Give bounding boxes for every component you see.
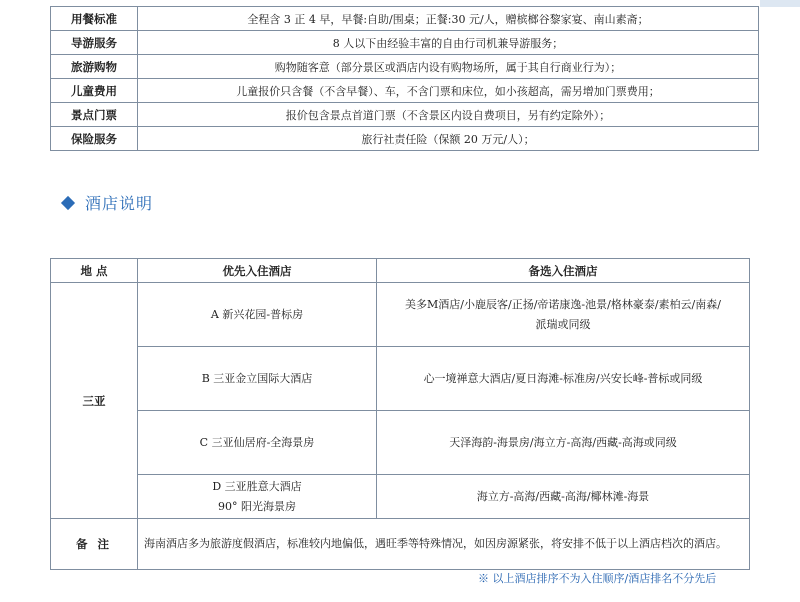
preferred-hotel: A 新兴花园-普标房	[210, 307, 304, 321]
table-row	[51, 127, 759, 151]
column-header-preferred: 优先入住酒店	[138, 259, 377, 283]
note-row	[51, 519, 750, 570]
row-value: 报价包含景点首道门票（不含景区内设自费项目，另有约定除外）；	[138, 103, 759, 127]
row-value: 全程含 3 正 4 早，早餐:自助/围桌；正餐:30 元/人，赠槟榔谷黎家宴、南山素斋；	[138, 7, 759, 31]
preferred-hotel-cell	[138, 283, 377, 347]
row-label: 旅游购物	[51, 55, 138, 79]
table-row	[51, 103, 759, 127]
row-label: 导游服务	[51, 31, 138, 55]
column-header-alternate: 备选入住酒店	[377, 259, 750, 283]
alternate-hotels-cell	[377, 283, 750, 347]
hotel-order-footnote: ※ 以上酒店排序不为入住顺序/酒店排名不分先后	[478, 572, 717, 585]
preferred-hotel-cell	[138, 347, 377, 411]
note-label: 备 注	[51, 519, 138, 570]
row-label: 儿童费用	[51, 79, 138, 103]
row-value: 8 人以下由经验丰富的自由行司机兼导游服务；	[138, 31, 759, 55]
alternate-hotels: 美多M酒店/小鹿辰客/正扬/帝诺康逸-池景/格林豪泰/素柏云/南森/	[405, 297, 721, 311]
alternate-hotels: 天泽海韵-海景房/海立方-高海/西藏-高海或同级	[449, 435, 677, 449]
note-text: 海南酒店多为旅游度假酒店，标准较内地偏低，遇旺季等特殊情况，如因房源紧张，将安排不低于以上酒店档次的酒店。	[138, 519, 750, 570]
table-row	[51, 31, 759, 55]
table-row	[51, 475, 750, 519]
section-heading	[60, 191, 153, 214]
preferred-hotel: C 三亚仙居府-全海景房	[199, 435, 315, 449]
table-header-row	[51, 259, 750, 283]
table-row	[51, 283, 750, 347]
city-cell: 三亚	[51, 283, 138, 519]
row-label: 景点门票	[51, 103, 138, 127]
service-info-table	[50, 6, 759, 151]
alternate-hotels-cell	[377, 347, 750, 411]
preferred-hotel: B 三亚金立国际大酒店	[201, 371, 313, 385]
page-corner-decoration	[760, 0, 800, 7]
table-row	[51, 7, 759, 31]
hotel-table	[50, 258, 750, 570]
alternate-hotels-cell	[377, 411, 750, 475]
preferred-hotel-cell	[138, 411, 377, 475]
preferred-hotel: D 三亚胜意大酒店	[212, 479, 302, 493]
table-row	[51, 411, 750, 475]
row-label: 保险服务	[51, 127, 138, 151]
alternate-hotels-cell	[377, 475, 750, 519]
table-row	[51, 79, 759, 103]
row-value: 旅行社责任险（保额 20 万元/人）；	[138, 127, 759, 151]
preferred-hotel-cell	[138, 475, 377, 519]
alternate-hotels-continued: 派瑞或同级	[535, 317, 591, 331]
section-title: 酒店说明	[85, 194, 154, 213]
row-value: 购物随客意（部分景区或酒店内设有购物场所，属于其自行商业行为）；	[138, 55, 759, 79]
table-row	[51, 347, 750, 411]
preferred-hotel-room: 90° 阳光海景房	[218, 499, 296, 513]
alternate-hotels: 心一境禅意大酒店/夏日海滩-标准房/兴安长峰-普标或同级	[423, 371, 703, 385]
row-value: 儿童报价只含餐（不含早餐）、车，不含门票和床位，如小孩超高，需另增加门票费用；	[138, 79, 759, 103]
table-row	[51, 55, 759, 79]
alternate-hotels: 海立方-高海/西藏-高海/椰林滩-海景	[476, 489, 650, 503]
row-label: 用餐标准	[51, 7, 138, 31]
diamond-bullet-icon	[61, 195, 75, 209]
column-header-location: 地 点	[51, 259, 138, 283]
